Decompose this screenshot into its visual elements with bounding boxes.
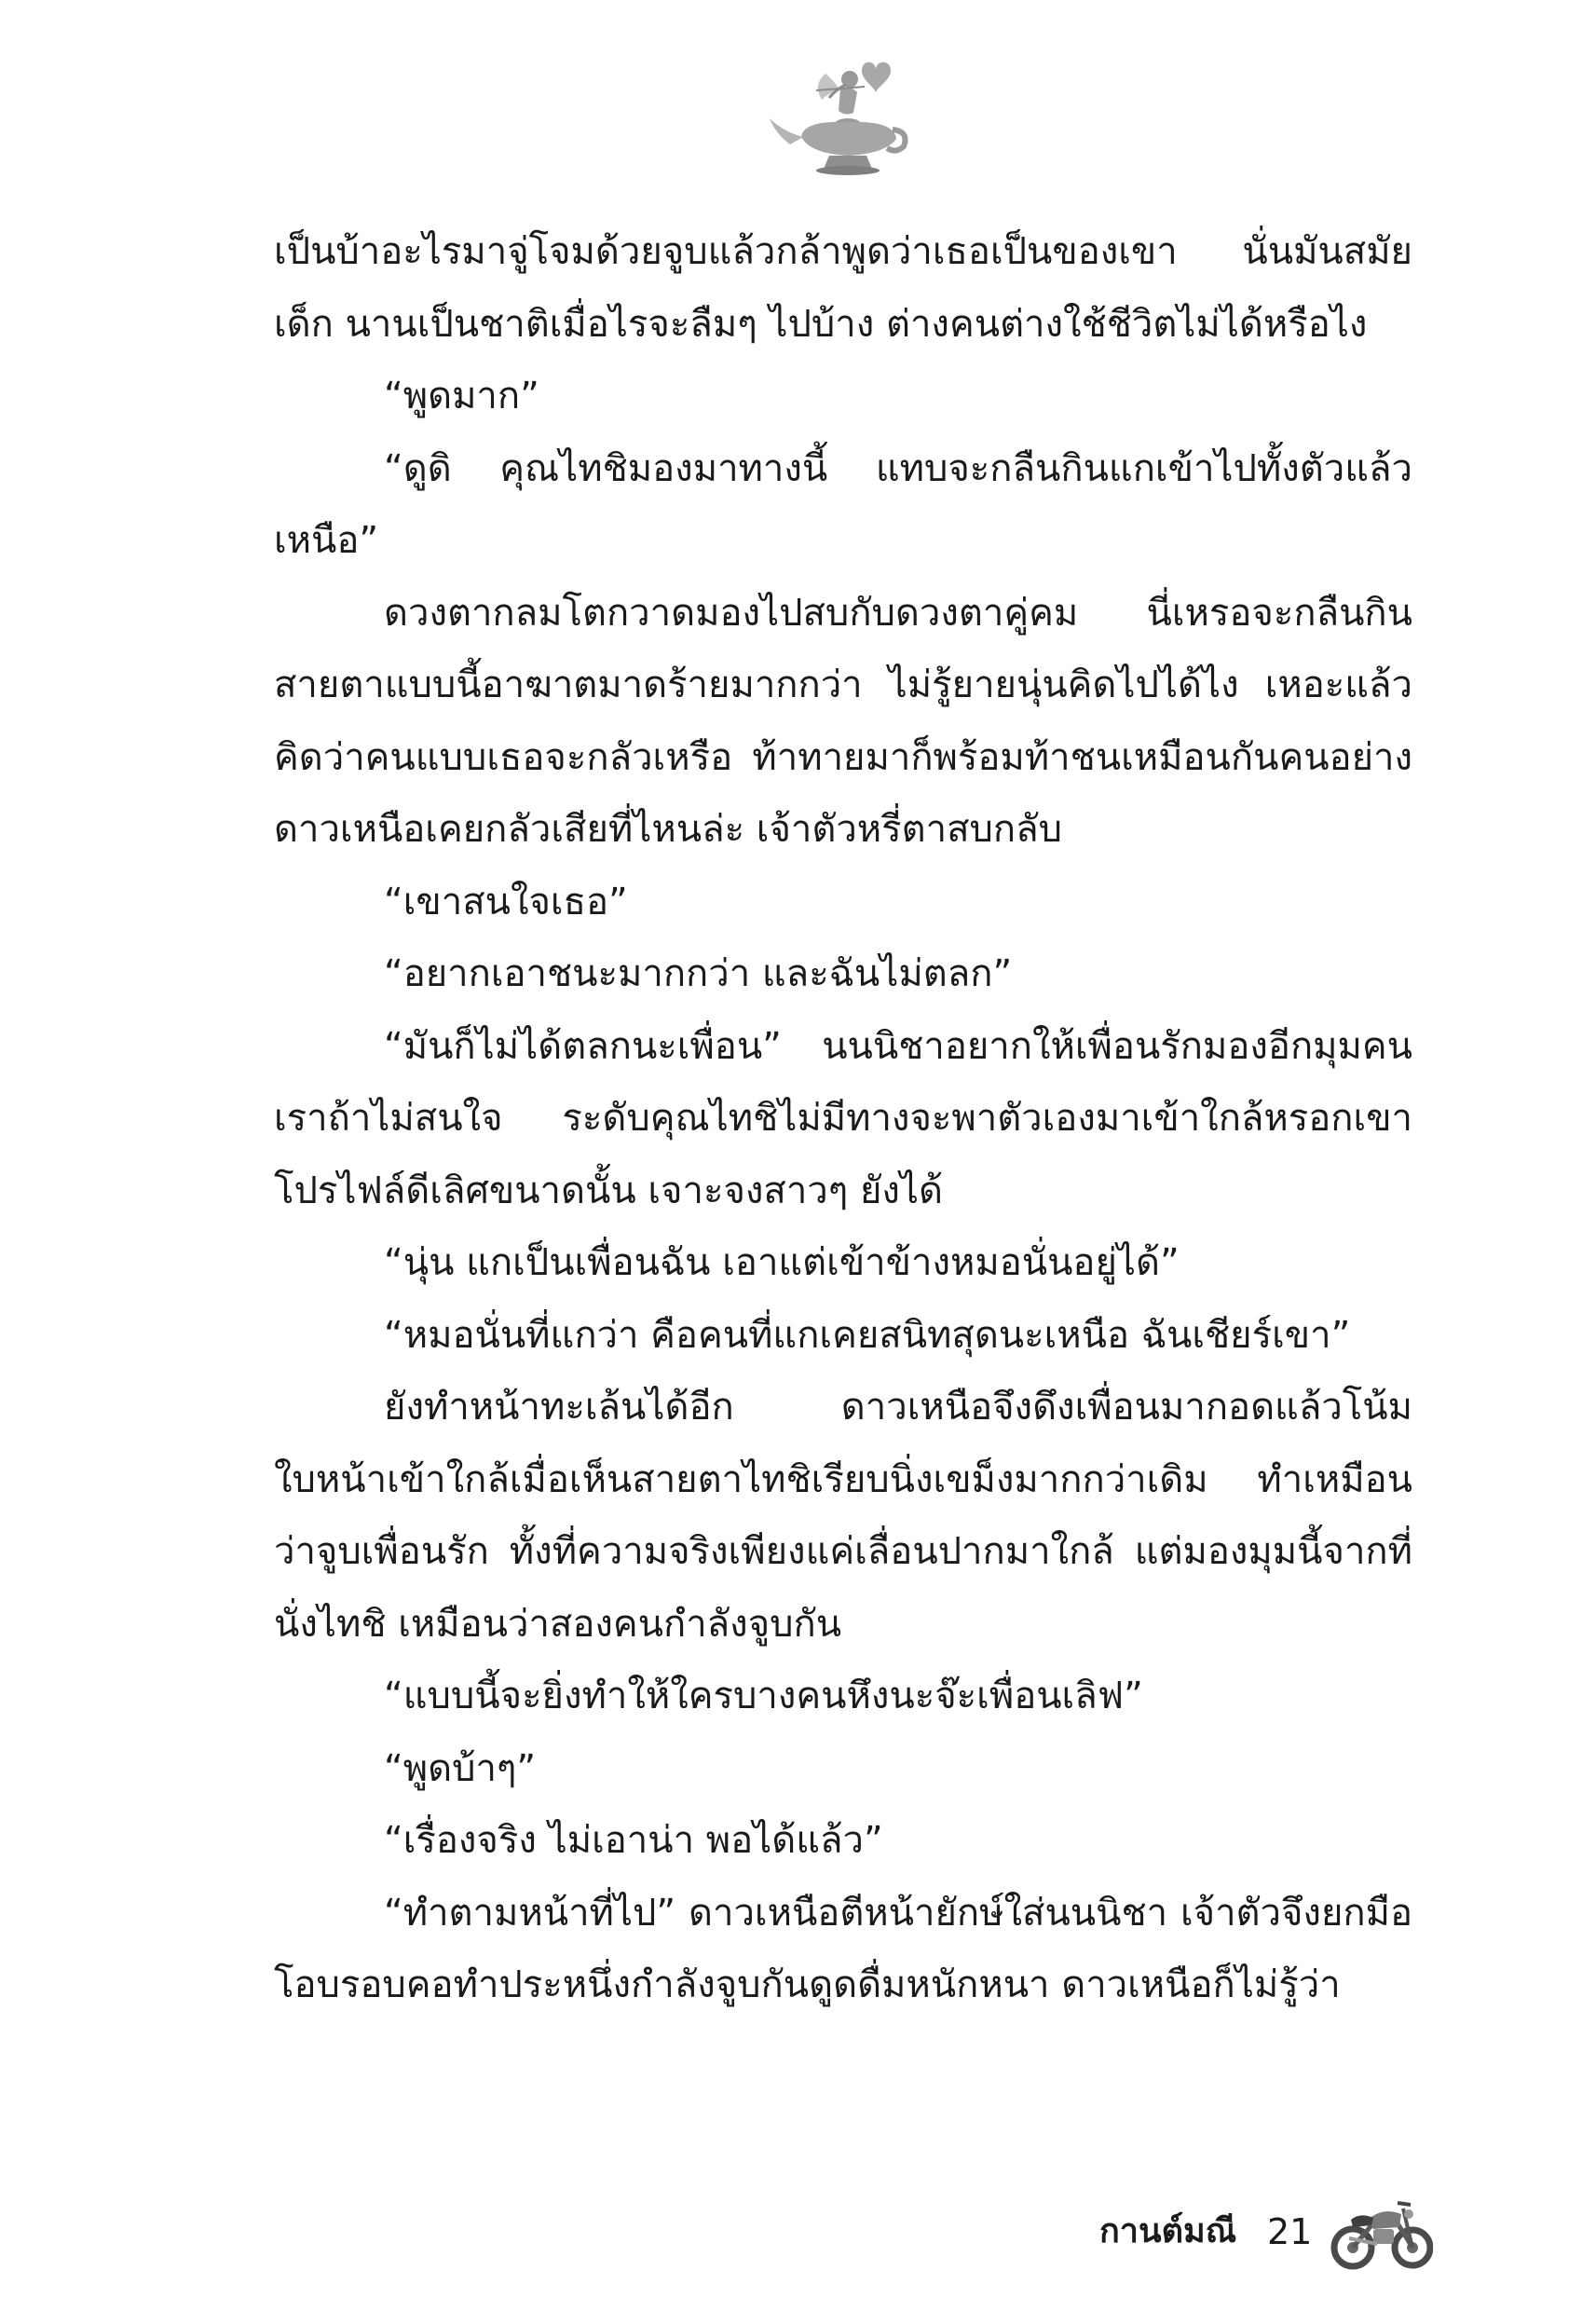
paragraph: “ทำตามหน้าที่ไป” ดาวเหนือตีหน้ายักษ์ใส่นนนิชา เจ้าตัวจึงยกมือโอบรอบคอทำประหนึ่งกำลังจูบกันดูดดื่มหนักหนา ดาวเหนือก็ไม่รู้ว่า <box>274 1891 1412 2006</box>
paragraph: “เขาสนใจเธอ” <box>384 880 628 923</box>
body-text <box>274 216 1412 2022</box>
paragraph: “พูดบ้าๆ” <box>384 1746 537 1790</box>
paragraph: “เรื่องจริง ไม่เอาน่า พอได้แล้ว” <box>384 1819 883 1862</box>
page-number: 21 <box>1267 2211 1313 2252</box>
cupid-teapot-ornament-icon <box>736 51 913 182</box>
author-name: กานต์มณี <box>1099 2212 1237 2250</box>
paragraph: “มันก็ไม่ได้ตลกนะเพื่อน” นนนิชาอยากให้เพื่อนรักมองอีกมุมคนเราถ้าไม่สนใจ ระดับคุณไทชิไม่มีทางจะพาตัวเองมาเข้าใกล้หรอกเขาโปรไฟล์ดีเลิศขนาดนั้น เจาะจงสาวๆ ยังได้ <box>274 1024 1412 1212</box>
paragraph: “อยากเอาชนะมากกว่า และฉันไม่ตลก” <box>384 952 1013 995</box>
paragraph: “พูดมาก” <box>384 375 539 417</box>
paragraph: “นุ่น แกเป็นเพื่อนฉัน เอาแต่เข้าข้างหมอนั่นอยู่ได้” <box>384 1241 1180 1284</box>
paragraph: ยังทำหน้าทะเล้นได้อีก ดาวเหนือจึงดึงเพื่อนมากอดแล้วโน้มใบหน้าเข้าใกล้เมื่อเห็นสายตาไทชิเรียบนิ่งเขม็งมากกว่าเดิม ทำเหมือนว่าจูบเพื่อนรัก ทั้งที่ความจริงเพียงแค่เลื่อนปากมาใกล้ แต่มองมุมนี้จากที่นั่งไทชิ เหมือนว่าสองคนกำลังจูบกัน <box>274 1386 1412 1646</box>
motorcycle-icon <box>1330 2182 1433 2276</box>
paragraph: ดวงตากลมโตกวาดมองไปสบกับดวงตาคู่คม นี่เหรอจะกลืนกินสายตาแบบนี้อาฆาตมาดร้ายมากกว่า ไม่รู้ยายนุ่นคิดไปได้ไง เหอะแล้วคิดว่าคนแบบเธอจะกลัวเหรือ ท้าทายมาก็พร้อมท้าชนเหมือนกันคนอย่างดาวเหนือเคยกลัวเสียที่ไหนล่ะ เจ้าตัวหรี่ตาสบกลับ <box>274 591 1412 851</box>
paragraph: “ดูดิ คุณไทชิมองมาทางนี้ แทบจะกลืนกินแกเข้าไปทั้งตัวแล้วเหนือ” <box>274 446 1412 562</box>
paragraph: “แบบนี้จะยิ่งทำให้ใครบางคนหึงนะจ๊ะเพื่อนเลิฟ” <box>384 1675 1143 1717</box>
paragraph: “หมอนั่นที่แกว่า คือคนที่แกเคยสนิทสุดนะเหนือ ฉันเชียร์เขา” <box>384 1313 1351 1357</box>
paragraph: เป็นบ้าอะไรมาจู่โจมด้วยจูบแล้วกล้าพูดว่าเธอเป็นของเขา นั่นมันสมัยเด็ก นานเป็นชาติเมื่อไรจะลืมๆ ไปบ้าง ต่างคนต่างใช้ชีวิตไม่ได้หรือไง <box>274 230 1412 346</box>
